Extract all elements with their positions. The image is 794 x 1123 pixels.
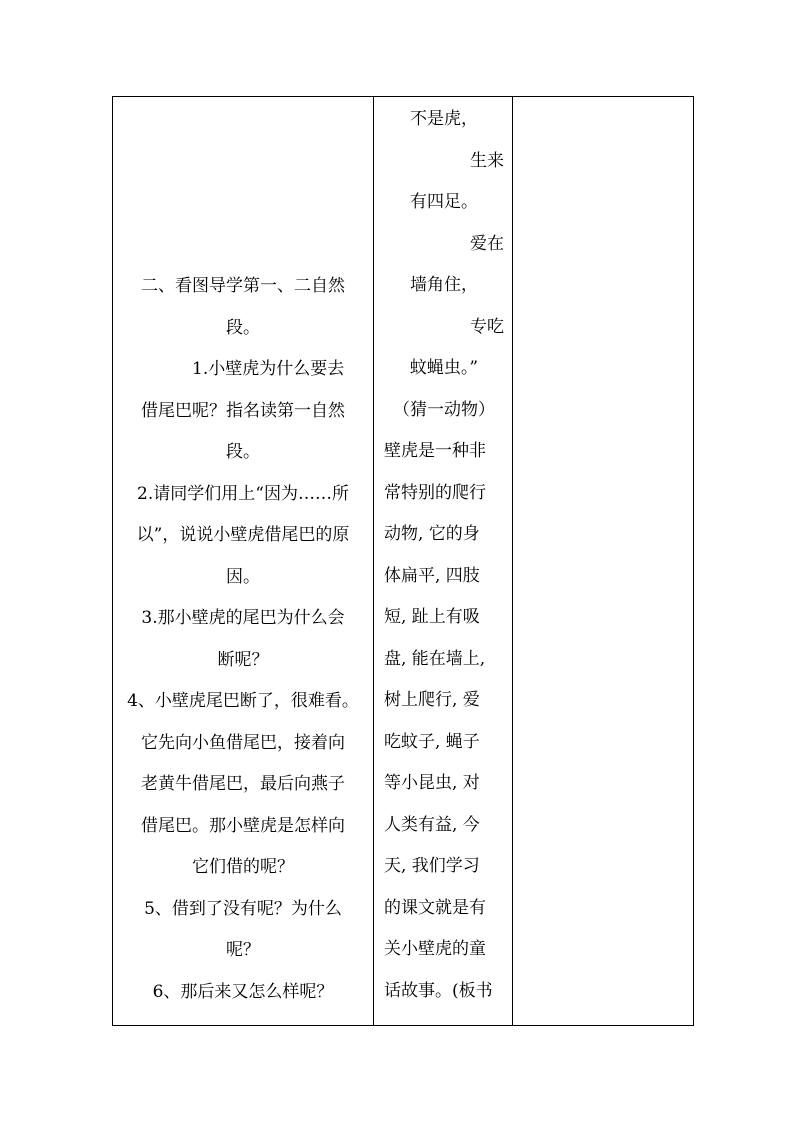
step-2-heading-line-2: 段。 (226, 317, 260, 338)
question-6-line-1: 6、那后来又怎么样呢？ (152, 981, 334, 1002)
intro-text-line: 树上爬行, 爱 (384, 690, 480, 710)
empty-notes-cell (513, 97, 694, 1026)
question-1-line-3: 段。 (226, 442, 260, 462)
question-4-line-1: 4、小壁虎尾巴断了，很难看。 (127, 691, 359, 711)
riddle-line: 生来 (470, 150, 504, 171)
riddle-line: 不是虎， (410, 109, 478, 129)
question-2-line-1: 2.请同学们用上“因为……所 (137, 483, 349, 504)
question-4-line-4: 借尾巴。那小壁虎是怎样向 (141, 815, 345, 836)
riddle-hint: （猜一动物） (393, 399, 495, 420)
teaching-steps-cell (113, 97, 374, 1026)
intro-text-line: 常特别的爬行 (384, 482, 486, 503)
question-2-line-3: 因。 (226, 566, 260, 587)
intro-text-line: 话故事。(板书 (384, 980, 493, 1001)
riddle-line: 有四足。 (410, 192, 478, 212)
riddle-line: 爱在 (470, 233, 504, 254)
riddle-line: 墙角住， (410, 275, 478, 295)
question-5-line-2: 呢？ (226, 940, 260, 960)
question-4-line-3: 老黄牛借尾巴，最后向燕子 (141, 774, 345, 794)
question-3-line-2: 断呢？ (217, 649, 269, 670)
intro-text-line: 盘, 能在墙上, (384, 648, 486, 669)
question-4-line-2: 它先向小鱼借尾巴，接着向 (141, 732, 345, 753)
intro-text-line: 人类有益, 今 (384, 814, 480, 835)
question-4-line-5: 它们借的呢？ (192, 857, 294, 877)
intro-text-line: 体扁平, 四肢 (384, 565, 480, 586)
intro-text-line: 壁虎是一种非 (384, 441, 486, 461)
intro-text-line: 动物, 它的身 (384, 524, 480, 544)
intro-text-line: 的课文就是有 (384, 897, 486, 918)
riddle-line: 蚊蝇虫。” (409, 358, 479, 378)
intro-text-line: 天, 我们学习 (384, 856, 480, 876)
question-5-line-1: 5、借到了没有呢？为什么 (144, 898, 342, 919)
intro-text-line: 关小壁虎的童 (384, 939, 486, 959)
intro-text-line: 吃蚊子, 蝇子 (384, 731, 480, 752)
riddle-line: 专吃 (470, 316, 504, 337)
question-2-line-2: 以”，说说小壁虎借尾巴的原 (136, 525, 350, 545)
question-1-line-1: 1.小壁虎为什么要去 (192, 359, 345, 379)
step-2-heading-line-1: 二、看图导学第一、二自然 (141, 276, 345, 296)
intro-text-line: 等小昆虫, 对 (384, 773, 480, 793)
riddle-intro-cell (374, 97, 513, 1026)
table-row (113, 97, 694, 1026)
question-3-line-1: 3.那小壁虎的尾巴为什么会 (141, 608, 345, 628)
lesson-plan-table (112, 96, 694, 1026)
question-1-line-2: 借尾巴呢？指名读第一自然 (141, 400, 345, 421)
intro-text-line: 短, 趾上有吸 (384, 607, 480, 627)
